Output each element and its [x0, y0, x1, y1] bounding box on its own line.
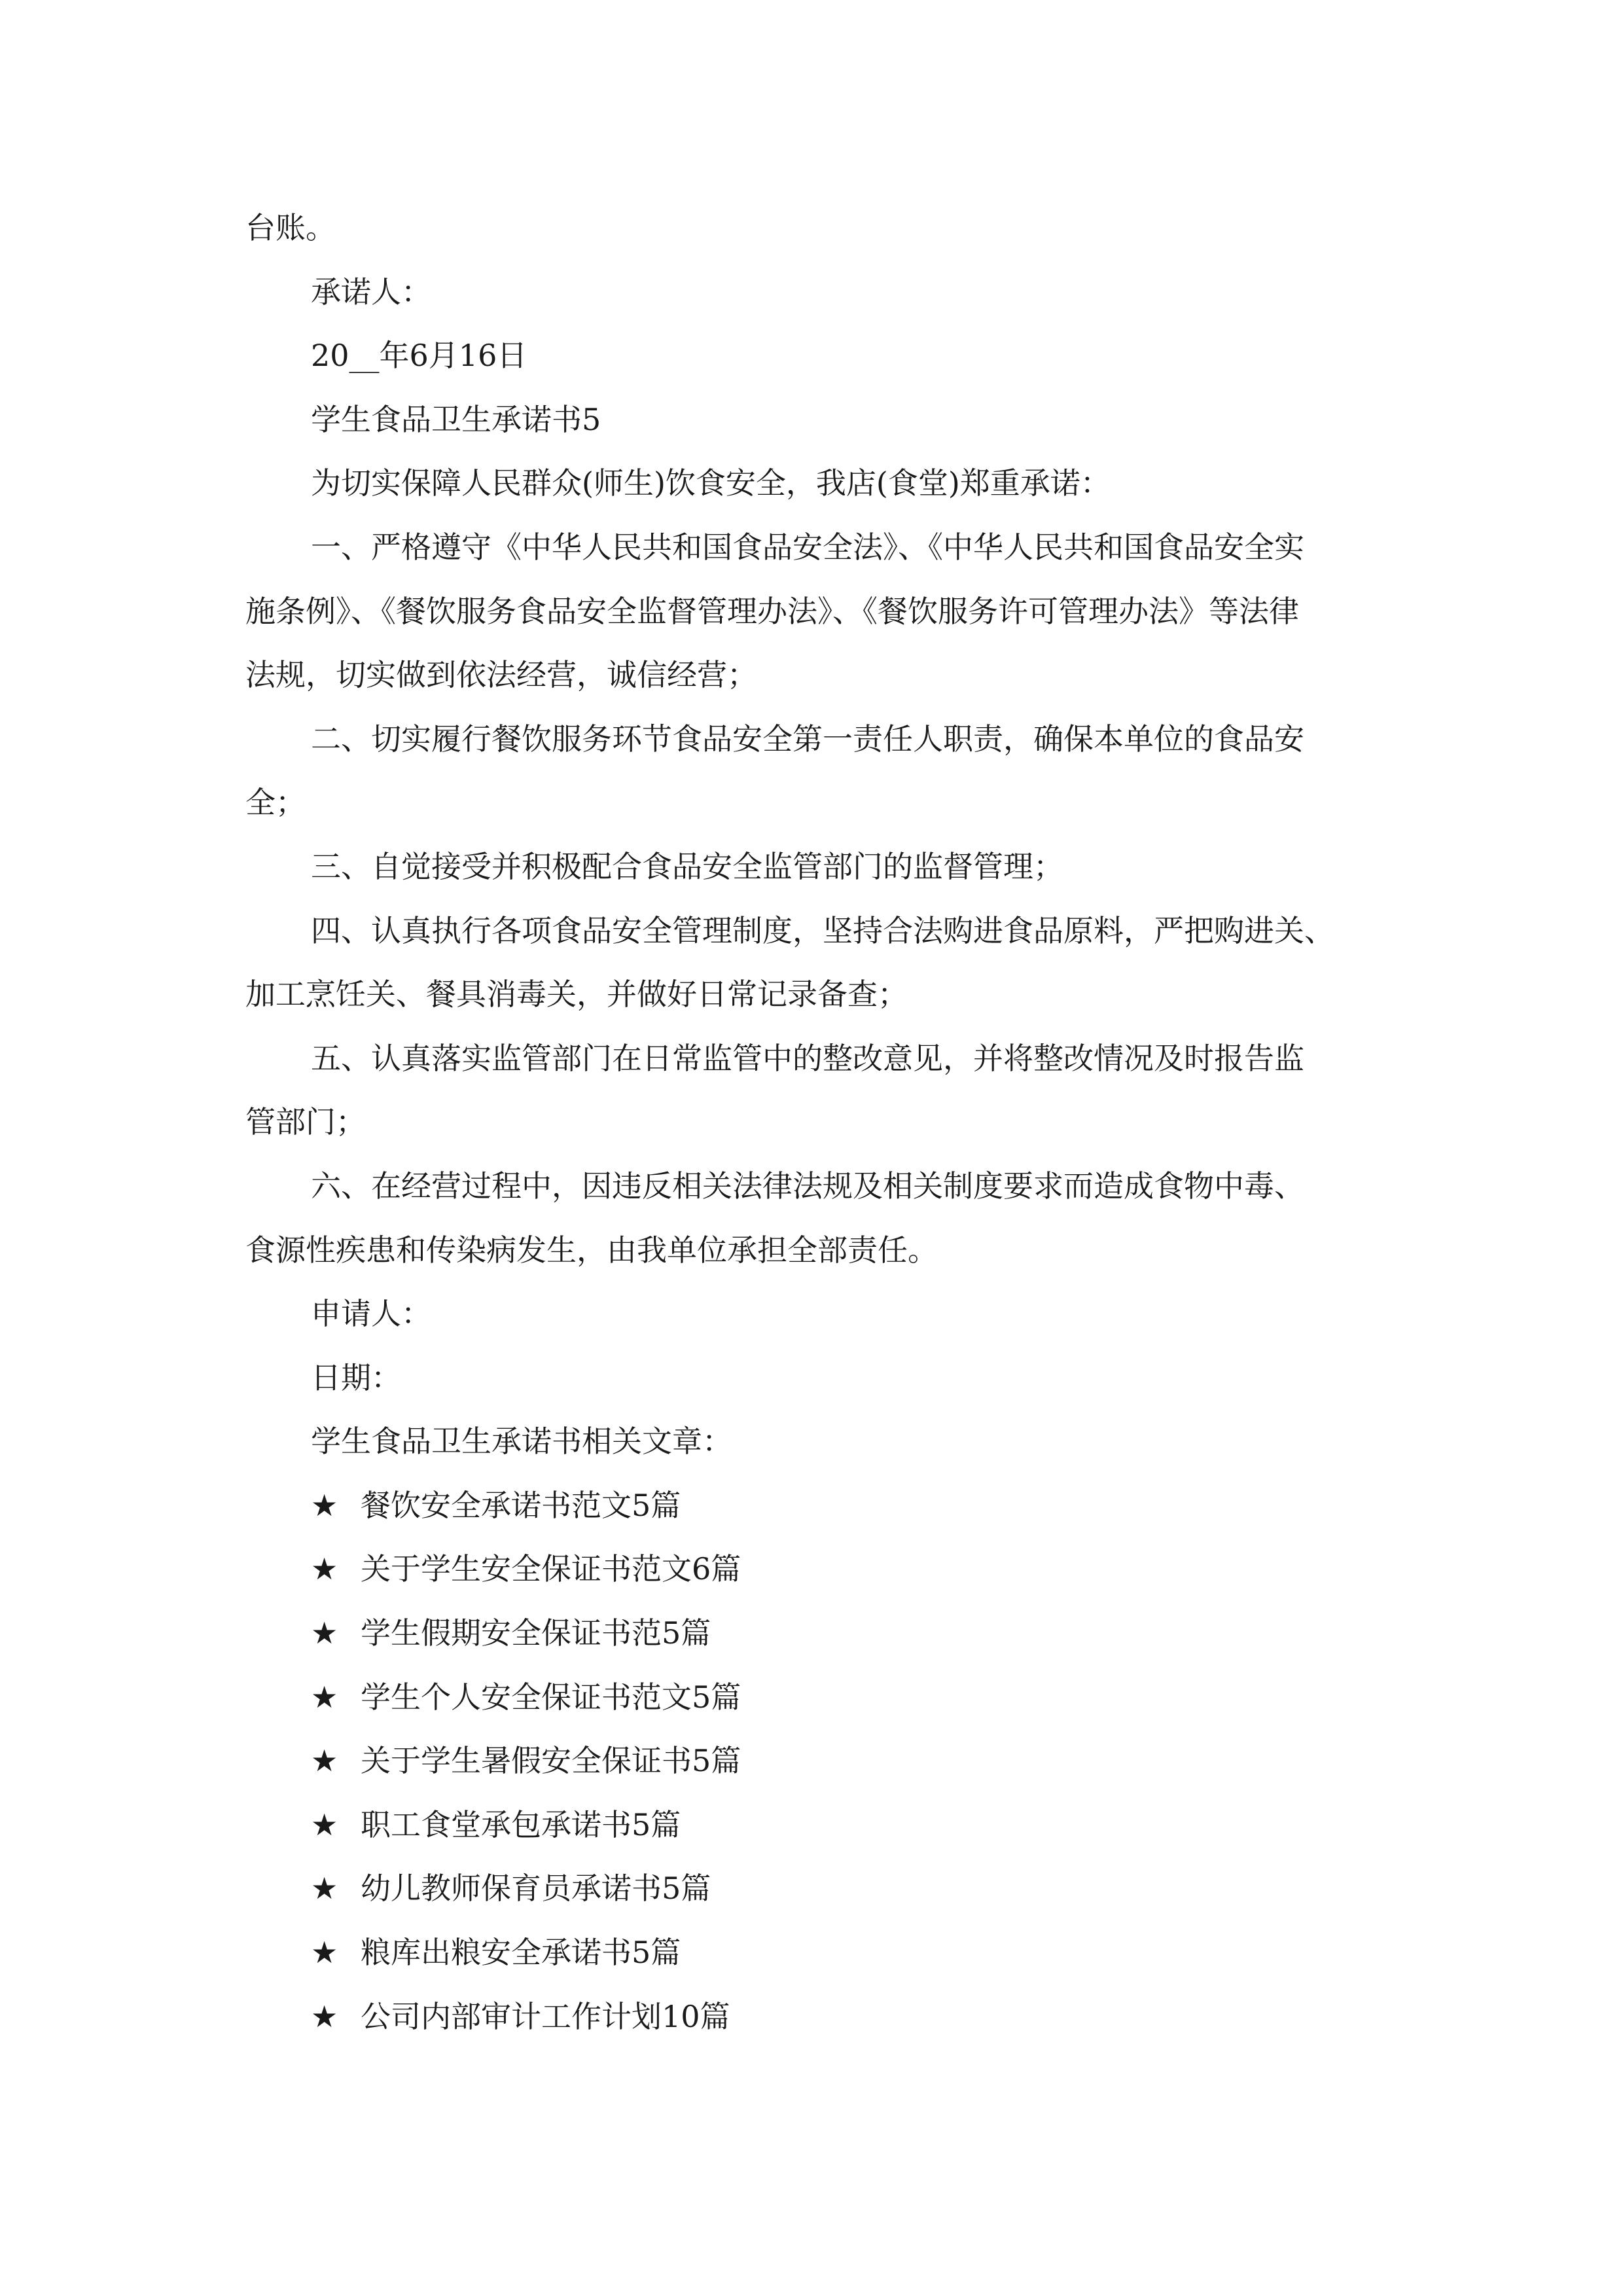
related-article-link[interactable]	[245, 1474, 1384, 1538]
related-article-title: 关于学生安全保证书范文6篇	[361, 1551, 741, 1587]
intro-paragraph: 为切实保障人民群众(师生)饮食安全，我店(食堂)郑重承诺：	[311, 465, 1111, 501]
related-articles-heading: 学生食品卫生承诺书相关文章：	[311, 1424, 732, 1460]
clause-5-line-1: 五、认真落实监管部门在日常监管中的整改意见，并将整改情况及时报告监	[311, 1040, 1304, 1076]
clause-5-line-2: 管部门；	[245, 1104, 366, 1140]
related-article-title: 幼儿教师保育员承诺书5篇	[361, 1871, 711, 1907]
clause-2-line-1: 二、切实履行餐饮服务环节食品安全第一责任人职责，确保本单位的食品安	[311, 721, 1304, 757]
related-article-link[interactable]	[245, 1857, 1384, 1921]
star-icon: ★	[311, 1935, 338, 1971]
related-article-link[interactable]	[245, 1985, 1384, 2049]
clause-6-line-1: 六、在经营过程中，因违反相关法律法规及相关制度要求而造成食物中毒、	[311, 1168, 1304, 1204]
clause-6-line-2: 食源性疾患和传染病发生，由我单位承担全部责任。	[245, 1232, 938, 1268]
text-line-closing-ledger: 台账。	[245, 210, 336, 245]
promise-date: 20__年6月16日	[311, 338, 527, 374]
related-article-link[interactable]	[245, 1537, 1384, 1602]
related-article-link[interactable]	[245, 1729, 1384, 1793]
related-article-title: 餐饮安全承诺书范文5篇	[361, 1487, 681, 1523]
related-article-link[interactable]	[245, 1793, 1384, 1857]
star-icon: ★	[311, 1487, 338, 1523]
related-article-link[interactable]	[245, 1921, 1384, 1985]
promisor-label: 承诺人：	[311, 274, 431, 310]
document-body	[245, 196, 1384, 2049]
star-icon: ★	[311, 1998, 338, 2034]
related-article-title: 粮库出粮安全承诺书5篇	[361, 1935, 681, 1971]
applicant-label: 申请人：	[311, 1296, 431, 1332]
star-icon: ★	[311, 1806, 338, 1842]
clause-1-line-2: 施条例》、《餐饮服务食品安全监督管理办法》、《餐饮服务许可管理办法》等法律	[245, 593, 1299, 629]
star-icon: ★	[311, 1743, 338, 1779]
related-article-link[interactable]	[245, 1666, 1384, 1730]
star-icon: ★	[311, 1615, 338, 1651]
related-article-title: 公司内部审计工作计划10篇	[361, 1998, 730, 2034]
related-article-title: 学生个人安全保证书范文5篇	[361, 1679, 741, 1715]
clause-3: 三、自觉接受并积极配合食品安全监管部门的监督管理；	[311, 848, 1063, 884]
clause-2-line-2: 全；	[245, 785, 306, 821]
clause-4-line-1: 四、认真执行各项食品安全管理制度，坚持合法购进食品原料，严把购进关、	[311, 912, 1334, 948]
clause-4-line-2: 加工烹饪关、餐具消毒关，并做好日常记录备查；	[245, 977, 908, 1013]
related-article-title: 关于学生暑假安全保证书5篇	[361, 1743, 741, 1779]
clause-1-line-1: 一、严格遵守《中华人民共和国食品安全法》、《中华人民共和国食品安全实	[311, 529, 1304, 565]
clause-1-line-3: 法规，切实做到依法经营，诚信经营；	[245, 657, 757, 693]
date-label: 日期：	[311, 1359, 401, 1395]
section-title: 学生食品卫生承诺书5	[311, 401, 601, 437]
star-icon: ★	[311, 1871, 338, 1907]
related-articles-list	[245, 1474, 1384, 2049]
related-article-link[interactable]	[245, 1602, 1384, 1666]
related-article-title: 学生假期安全保证书范5篇	[361, 1615, 711, 1651]
star-icon: ★	[311, 1551, 338, 1587]
star-icon: ★	[311, 1679, 338, 1715]
related-article-title: 职工食堂承包承诺书5篇	[361, 1806, 681, 1842]
